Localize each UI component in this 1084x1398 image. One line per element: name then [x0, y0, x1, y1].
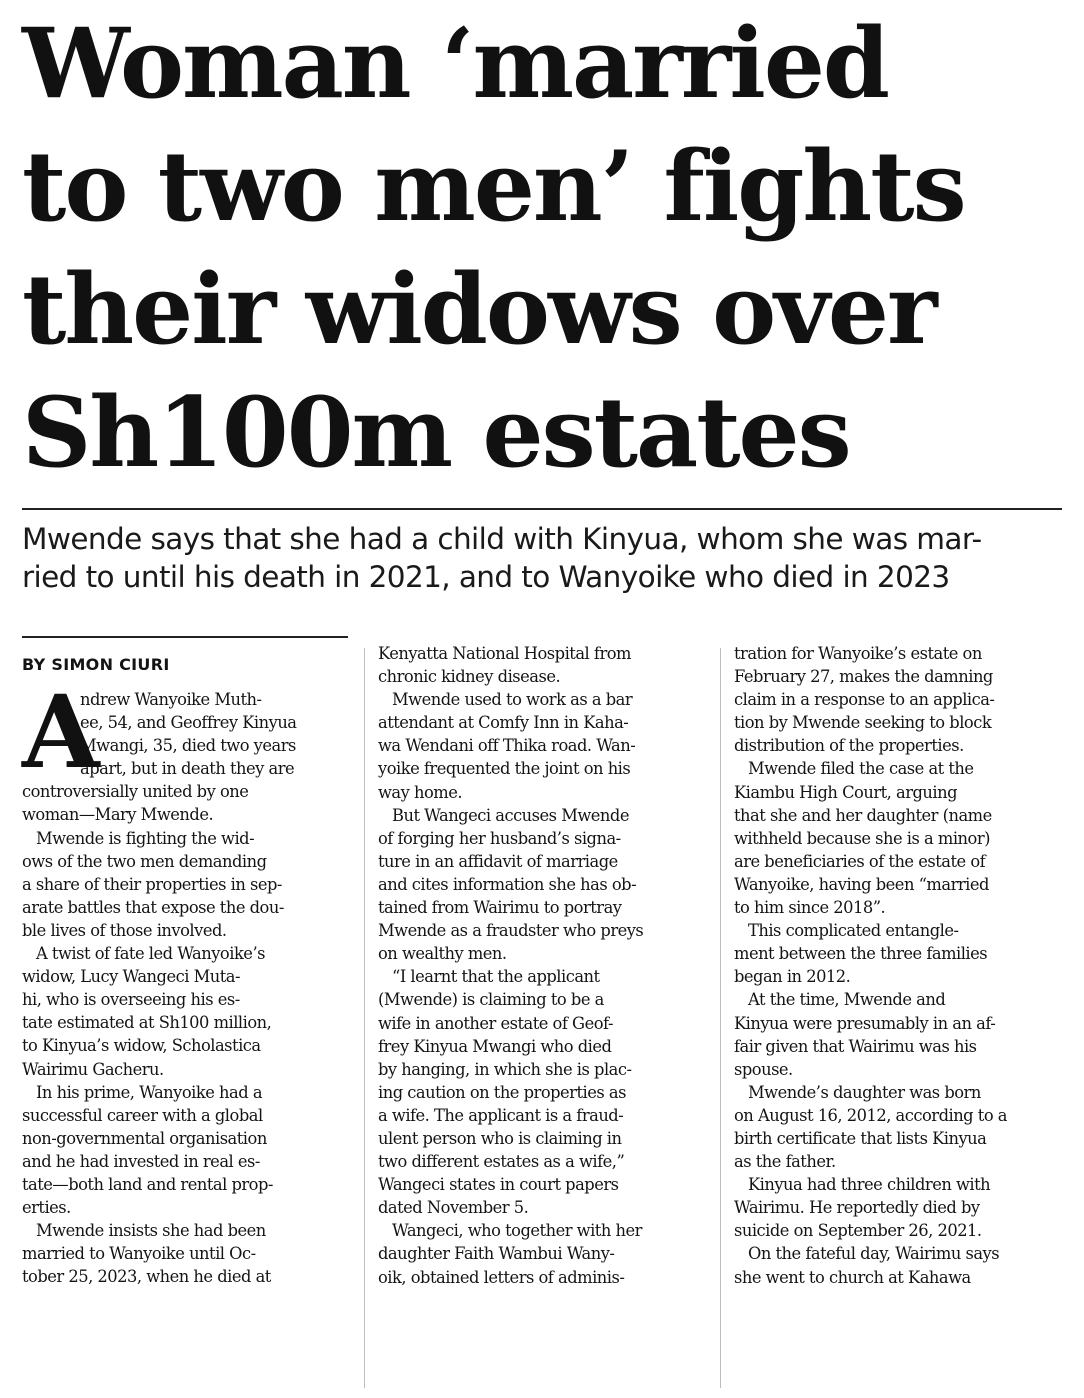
headline-line: to two men’ fights: [22, 130, 965, 243]
article-line: spouse.: [734, 1059, 793, 1079]
article-line: Mwende filed the case at the: [748, 759, 974, 779]
article-line: two different estates as a wife,”: [378, 1152, 625, 1172]
headline-line: Woman ‘married: [22, 7, 889, 120]
drop-cap: A: [22, 673, 100, 791]
article-line: and cites information she has ob-: [378, 874, 637, 894]
article-line: distribution of the properties.: [734, 736, 964, 756]
article-line: arate battles that expose the dou-: [22, 897, 284, 917]
article-line: tober 25, 2023, when he died at: [22, 1267, 271, 1287]
standfirst-line: ried to until his death in 2021, and to Wanyoike who died in 2023: [22, 560, 950, 594]
article-line: ble lives of those involved.: [22, 920, 227, 940]
article-line: This complicated entangle-: [748, 921, 959, 941]
article-line: wife in another estate of Geof-: [378, 1013, 613, 1033]
article-line: tration for Wanyoike’s estate on: [734, 644, 982, 663]
article-line: to him since 2018”.: [734, 898, 886, 918]
headline-line: Sh100m estates: [22, 376, 850, 489]
article-line: a share of their properties in sep-: [22, 874, 282, 894]
article-line: hi, who is overseeing his es-: [22, 990, 240, 1010]
article-line: Kinyua had three children with: [748, 1175, 991, 1195]
article-line: frey Kinyua Mwangi who died: [378, 1036, 612, 1056]
column-2-lines: [378, 642, 708, 1289]
article-line: At the time, Mwende and: [748, 990, 946, 1010]
article-line: tate—both land and rental prop-: [22, 1174, 273, 1194]
column-divider: [720, 648, 721, 1388]
article-line: apart, but in death they are: [80, 759, 295, 779]
article-line: Mwende as a fraudster who preys: [378, 921, 644, 941]
article-line: Mwende used to work as a bar: [392, 690, 633, 710]
article-line: on August 16, 2012, according to a: [734, 1105, 1008, 1125]
article-line: tate estimated at Sh100 million,: [22, 1013, 272, 1033]
lead-paragraph: [22, 673, 352, 1288]
column-3-lines: [734, 642, 1064, 1289]
article-line: dated November 5.: [378, 1198, 529, 1218]
article-line: Wairimu Gacheru.: [22, 1059, 164, 1079]
article-line: birth certificate that lists Kinyua: [734, 1128, 987, 1148]
article-line: In his prime, Wanyoike had a: [36, 1082, 263, 1102]
article-line: chronic kidney disease.: [378, 667, 561, 687]
article-line: Mwende insists she had been: [36, 1221, 266, 1241]
byline-divider: [22, 636, 348, 638]
article-line: she went to church at Kahawa: [734, 1267, 971, 1287]
article-line: non-governmental organisation: [22, 1128, 267, 1148]
article-line: married to Wanyoike until Oc-: [22, 1244, 256, 1264]
article-line: ulent person who is claiming in: [378, 1128, 622, 1148]
standfirst-line: Mwende says that she had a child with Kinyua, whom she was mar-: [22, 522, 982, 556]
article-line: oik, obtained letters of adminis-: [378, 1267, 625, 1287]
article-line: Kenyatta National Hospital from: [378, 644, 631, 663]
article-line: Wairimu. He reportedly died by: [734, 1198, 980, 1218]
article-line: tained from Wairimu to portray: [378, 898, 622, 918]
byline: BY SIMON CIURI: [22, 655, 170, 674]
article-line: tion by Mwende seeking to block: [734, 713, 992, 733]
article-column-1: [22, 636, 352, 1288]
article-line: that she and her daughter (name: [734, 805, 992, 825]
article-line: by hanging, in which she is plac-: [378, 1059, 632, 1079]
article-line: ows of the two men demanding: [22, 851, 267, 871]
article-line: controversially united by one: [22, 782, 249, 802]
article-column-3: [734, 642, 1064, 1289]
article-column-2: [378, 642, 708, 1289]
article-line: A twist of fate led Wanyoike’s: [36, 944, 265, 964]
article-line: yoike frequented the joint on his: [378, 759, 631, 779]
article-line: Wangeci, who together with her: [392, 1221, 642, 1241]
article-line: attendant at Comfy Inn in Kaha-: [378, 713, 629, 733]
article-line: fair given that Wairimu was his: [734, 1036, 977, 1056]
article-line: Wangeci states in court papers: [378, 1175, 619, 1195]
article-line: Mwende’s daughter was born: [748, 1082, 981, 1102]
article-line: to Kinyua’s widow, Scholastica: [22, 1036, 261, 1056]
headline-line: their widows over: [22, 253, 936, 366]
article-line: are beneficiaries of the estate of: [734, 851, 986, 871]
column-divider: [364, 648, 365, 1388]
article-line: claim in a response to an applica-: [734, 690, 995, 710]
article-line: Wanyoike, having been “married: [734, 874, 989, 894]
article-line: of forging her husband’s signa-: [378, 828, 621, 848]
article-line: suicide on September 26, 2021.: [734, 1221, 982, 1241]
article-line: ment between the three families: [734, 944, 988, 964]
headline: [22, 2, 1072, 494]
article-line: wa Wendani off Thika road. Wan-: [378, 736, 636, 756]
article-line: Mwende is fighting the wid-: [36, 828, 255, 848]
article-line: erties.: [22, 1198, 71, 1218]
article-line: “I learnt that the applicant: [392, 967, 600, 987]
article-line: as the father.: [734, 1152, 836, 1172]
article-line: daughter Faith Wambui Wany-: [378, 1244, 615, 1264]
article-line: withheld because she is a minor): [734, 828, 990, 848]
article-line: (Mwende) is claiming to be a: [378, 990, 604, 1010]
article-line: ture in an affidavit of marriage: [378, 851, 618, 871]
article-line: ee, 54, and Geoffrey Kinyua: [80, 713, 297, 733]
article-line: way home.: [378, 782, 463, 802]
article-line: ing caution on the properties as: [378, 1082, 626, 1102]
article-line: Kiambu High Court, arguing: [734, 782, 958, 802]
divider: [22, 508, 1062, 510]
article-line: a wife. The applicant is a fraud-: [378, 1105, 624, 1125]
article-line: began in 2012.: [734, 967, 851, 987]
standfirst: [22, 520, 1062, 596]
article-line: and he had invested in real es-: [22, 1151, 260, 1171]
article-line: But Wangeci accuses Mwende: [392, 805, 629, 825]
article-line: Mwangi, 35, died two years: [80, 736, 296, 756]
article-line: on wealthy men.: [378, 944, 507, 964]
article-line: February 27, makes the damning: [734, 667, 993, 687]
article-line: On the fateful day, Wairimu says: [748, 1244, 1000, 1264]
article-line: widow, Lucy Wangeci Muta-: [22, 967, 240, 987]
article-line: successful career with a global: [22, 1105, 263, 1125]
article-line: woman—Mary Mwende.: [22, 805, 214, 825]
article-line: ndrew Wanyoike Muth-: [80, 690, 262, 709]
article-line: Kinyua were presumably in an af-: [734, 1013, 996, 1033]
